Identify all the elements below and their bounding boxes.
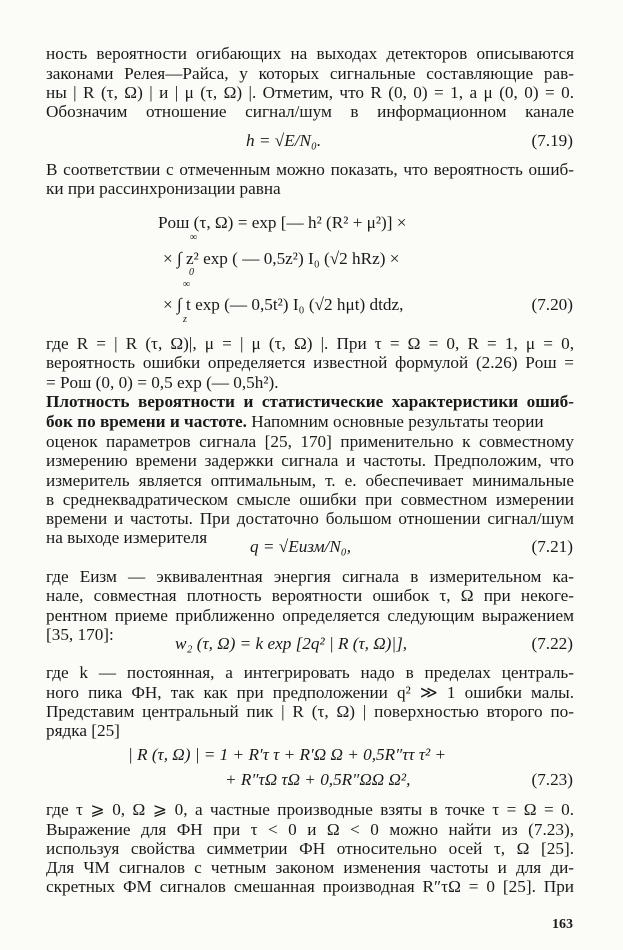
text-line: в среднеквадратическом смысле ошибки при совместном измерении: [46, 490, 574, 509]
equation-7-23-line1: | R (τ, Ω) | = 1 + R′τ τ + R′Ω Ω + 0,5R″ττ τ² +: [128, 745, 447, 764]
text-line: Обозначим отношение сигнал/шум в информационном канале: [46, 102, 574, 121]
text-line: вероятность ошибки определяется известной формулой (2.26) Pош =: [46, 353, 574, 372]
equation-number: (7.20): [531, 295, 573, 314]
text-line: нале, совместная плотность вероятности ошибок τ, Ω при некоге-: [46, 586, 574, 605]
text-line: Для ЧМ сигналов с четным законом изменения частоты и для ди-: [46, 858, 574, 877]
text-line: Напомним основные результаты теории: [246, 412, 544, 431]
integral-lower-limit: 0: [189, 267, 194, 278]
equation-7-19: h = √E/N₀.: [246, 131, 322, 150]
text-line: рентном приеме приближенно определяется следующим выражением: [46, 606, 574, 625]
text-line: ного пика ФН, так как при предположении q² ≫ 1 ошибки малы.: [46, 683, 574, 702]
text-line: законами Релея—Райса, у которых сигнальные составляющие рав-: [46, 64, 574, 83]
text-line: времени и частоты. При достаточно большом отношении сигнал/шум: [46, 509, 574, 528]
equation-number: (7.23): [531, 770, 573, 789]
text-line: Выражение для ФН при τ < 0 и Ω < 0 можно найти из (7.23),: [46, 820, 574, 839]
integral-upper-limit: ∞: [183, 279, 191, 290]
text-line: где Eизм — эквивалентная энергия сигнала в измерительном ка-: [46, 567, 574, 586]
text-line: измерению времени задержки сигнала и частоты. Предположим, что: [46, 451, 574, 470]
text-line: где R = | R (τ, Ω)|, μ = | μ (τ, Ω) |. При τ = Ω = 0, R = 1, μ = 0,: [46, 334, 574, 353]
equation-7-21: q = √Eизм/N₀,: [250, 537, 352, 556]
heading-paragraph: [46, 412, 574, 432]
text-line: ны | R (τ, Ω) | и | μ (τ, Ω) |. Отметим, что R (0, 0) = 1, а μ (0, 0) = 0.: [46, 83, 574, 102]
equation-7-22: w₂ (τ, Ω) = k exp [2q² | R (τ, Ω)|],: [175, 634, 408, 653]
heading-line: Плотность вероятности и статистические характеристики ошиб-: [46, 392, 574, 411]
text-line: используя свойства симметрии ФН относительно осей τ, Ω [25].: [46, 839, 574, 858]
equation-7-23-line2: + R″τΩ τΩ + 0,5R″ΩΩ Ω²,: [225, 770, 411, 789]
equation-7-20-line2: × ∫ z² exp ( — 0,5z²) I₀ (√2 hRz) ×: [163, 249, 400, 268]
text-line: = Pош (0, 0) = 0,5 exp (— 0,5h²).: [46, 373, 279, 392]
text-line: [35, 170]:: [46, 625, 114, 644]
integral-upper-limit: ∞: [190, 232, 198, 243]
text-line: где k — постоянная, а интегрировать надо в пределах централь-: [46, 663, 574, 682]
equation-7-20-line3: × ∫ t exp (— 0,5t²) I₀ (√2 hμt) dtdz,: [163, 295, 404, 314]
text-line: на выходе измерителя: [46, 528, 208, 547]
equation-7-20-line1: Pош (τ, Ω) = exp [— h² (R² + μ²)] ×: [158, 213, 407, 232]
page-number: 163: [552, 917, 573, 932]
text-line: ки при рассинхронизации равна: [46, 179, 281, 198]
text-line: измеритель является оптимальным, т. е. обеспечивает минимальные: [46, 471, 574, 490]
text-line: скретных ФМ сигналов смешанная производная R″τΩ = 0 [25]. При: [46, 877, 574, 896]
text-line: где τ ⩾ 0, Ω ⩾ 0, а частные производные взяты в точке τ = Ω = 0.: [46, 800, 574, 819]
equation-number: (7.22): [531, 634, 573, 653]
equation-number: (7.21): [531, 537, 573, 556]
text-line: оценок параметров сигнала [25, 170] применительно к совместному: [46, 432, 574, 451]
text-line: В соответствии с отмеченным можно показать, что вероятность ошиб-: [46, 160, 574, 179]
equation-number: (7.19): [531, 131, 573, 150]
text-line: Представим центральный пик | R (τ, Ω) | поверхностью второго по-: [46, 702, 574, 721]
section-heading: бок по времени и частоте.: [46, 412, 247, 431]
integral-lower-limit: z: [183, 314, 187, 325]
text-line: рядка [25]: [46, 721, 120, 740]
text-line: ность вероятности огибающих на выходах детекторов описываются: [46, 44, 574, 63]
